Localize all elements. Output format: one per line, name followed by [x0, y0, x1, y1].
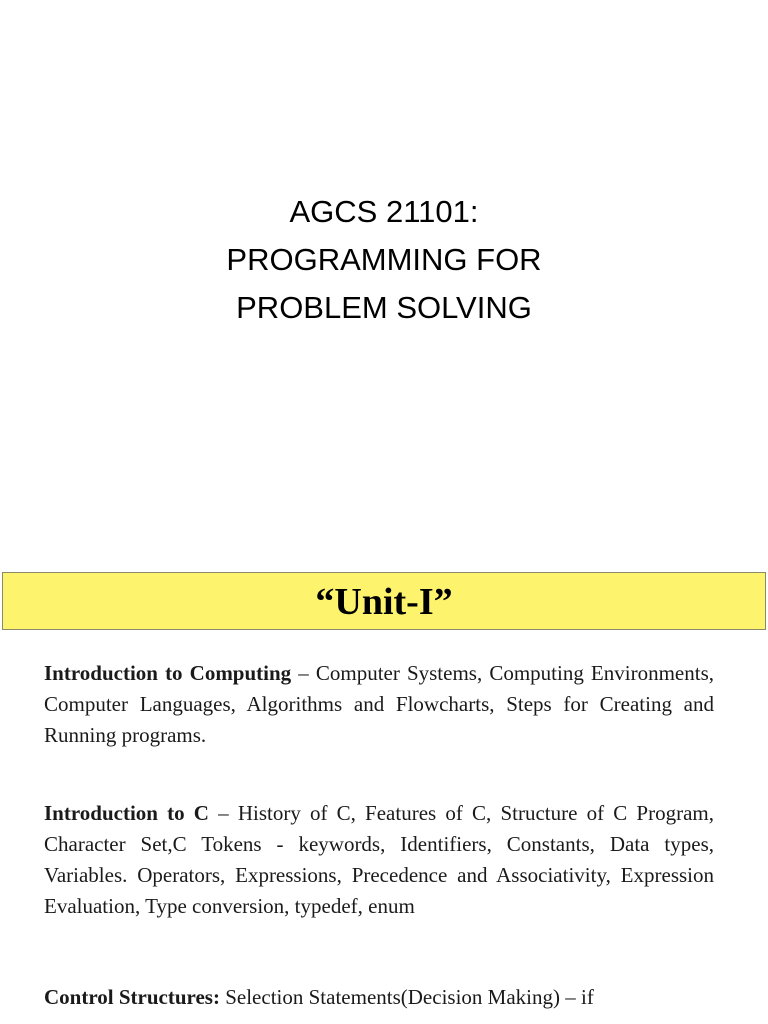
- section-control-structures: [44, 982, 714, 1013]
- course-title: [0, 188, 768, 332]
- course-title-line-1: AGCS 21101:: [289, 194, 479, 229]
- section-heading: Introduction to Computing: [44, 661, 292, 685]
- section-separator: –: [291, 661, 316, 685]
- course-title-line-2: PROGRAMMING FOR: [226, 242, 542, 277]
- section-body: History of C, Features of C, Structure of C Program, Character Set,C Tokens - keywords, Identifiers, Constants, Data types, Variables. Operators, Expressions, Precedence and Associativity, Expression Evaluation, Type conversion, typedef, enum: [44, 801, 714, 918]
- section-separator: –: [208, 801, 238, 825]
- section-heading: Control Structures:: [44, 985, 220, 1009]
- course-title-line-3: PROBLEM SOLVING: [236, 290, 532, 325]
- unit-syllabus-page: [0, 572, 768, 1024]
- unit-heading-banner: “Unit-I”: [2, 572, 766, 630]
- section-body: Selection Statements(Decision Making) – if: [225, 985, 594, 1009]
- section-body: Computer Systems, Computing Environments, Computer Languages, Algorithms and Flowcharts, Steps for Creating and Running programs.: [44, 661, 714, 747]
- section-intro-computing: [44, 658, 714, 751]
- section-heading: Introduction to C: [44, 801, 209, 825]
- section-intro-c: [44, 798, 714, 922]
